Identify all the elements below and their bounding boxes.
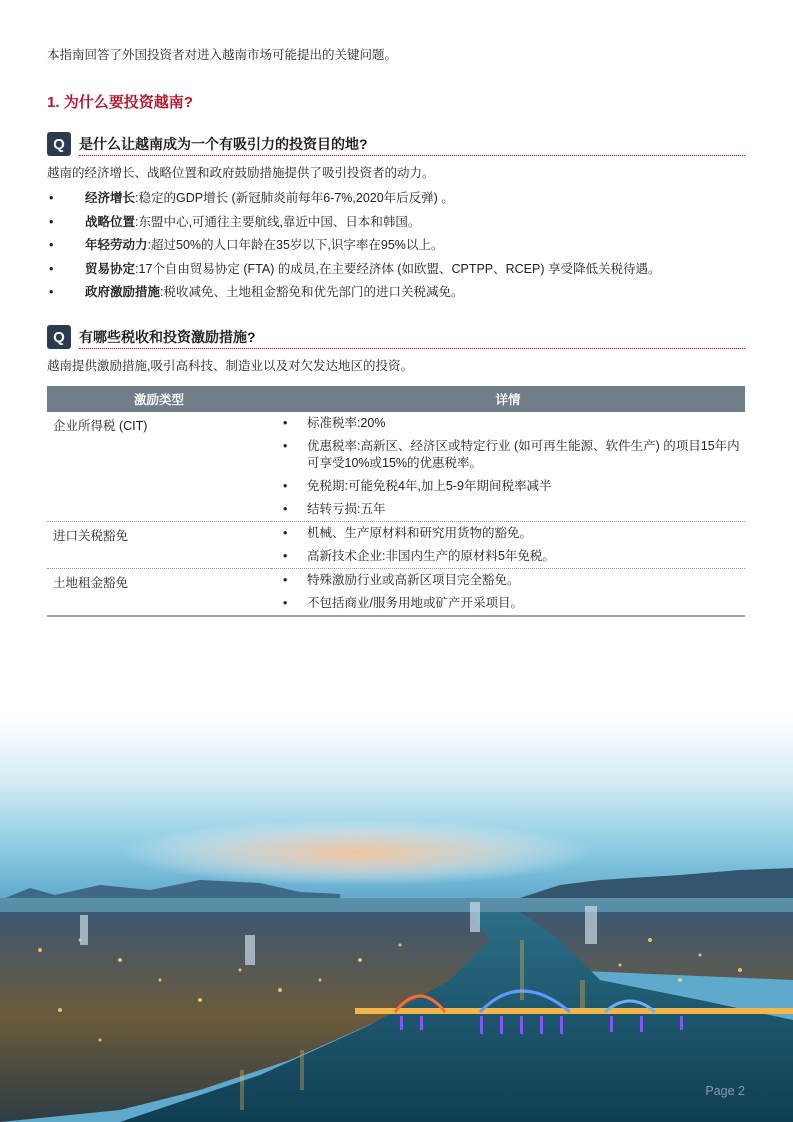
question-block-incentives bbox=[47, 325, 745, 617]
detail-item: • 机械、生产原材料和研究用货物的豁免。 bbox=[271, 522, 745, 545]
dotted-divider bbox=[79, 155, 745, 156]
question-header bbox=[47, 132, 745, 156]
intro-text: 本指南回答了外国投资者对进入越南市场可能提出的关键问题。 bbox=[47, 48, 398, 62]
detail-item: • 结转亏损:五年 bbox=[271, 498, 745, 521]
table-row bbox=[47, 412, 745, 522]
item-text: :东盟中心,可通往主要航线,靠近中国、日本和韩国。 bbox=[135, 214, 421, 229]
table-row bbox=[47, 569, 745, 617]
detail-item: • 不包括商业/服务用地或矿产开采项目。 bbox=[271, 592, 745, 615]
list-item bbox=[47, 189, 745, 213]
incentive-details bbox=[271, 569, 745, 617]
detail-item: • 高新技术企业:非国内生产的原材料5年免税。 bbox=[271, 545, 745, 568]
question-description: 越南提供激励措施,吸引高科技、制造业以及对欠发达地区的投资。 bbox=[47, 359, 413, 373]
item-text: :稳定的GDP增长 (新冠肺炎前每年6-7%,2020年后反弹) 。 bbox=[135, 191, 454, 205]
section-title: 为什么要投资越南? bbox=[63, 94, 193, 111]
item-text: :17个自由贸易协定 (FTA) 的成员,在主要经济体 (如欧盟、CPTPP、RCEP) 享受降低关税待遇。 bbox=[135, 261, 661, 276]
q-badge-icon: Q bbox=[47, 325, 71, 349]
section-number: 1. bbox=[47, 94, 60, 111]
item-label: 经济增长 bbox=[85, 191, 136, 205]
item-label: 年轻劳动力 bbox=[85, 238, 148, 252]
incentive-type: 进口关税豁免 bbox=[47, 522, 271, 569]
column-header-details: 详情 bbox=[271, 386, 745, 412]
item-label: 贸易协定 bbox=[85, 261, 136, 276]
question-header bbox=[47, 325, 745, 349]
question-description: 越南的经济增长、战略位置和政府鼓励措施提供了吸引投资者的动力。 bbox=[47, 166, 435, 180]
city-skyline-photo bbox=[0, 680, 793, 1122]
section-heading bbox=[47, 91, 193, 112]
detail-item: • 标准税率:20% bbox=[271, 412, 745, 435]
question-title: 是什么让越南成为一个有吸引力的投资目的地? bbox=[79, 136, 368, 152]
incentive-type: 土地租金豁免 bbox=[47, 569, 271, 617]
list-item bbox=[47, 283, 745, 307]
dotted-divider bbox=[79, 348, 745, 349]
item-text: :税收减免、土地租金豁免和优先部门的进口关税减免。 bbox=[160, 285, 464, 299]
item-text: :超过50%的人口年龄在35岁以下,识字率在95%以上。 bbox=[147, 238, 444, 252]
list-item bbox=[47, 213, 745, 237]
incentive-type: 企业所得税 (CIT) bbox=[47, 412, 271, 522]
list-item bbox=[47, 236, 745, 260]
detail-item: • 优惠税率:高新区、经济区或特定行业 (如可再生能源、软件生产) 的项目15年内可享受10%或15%的优惠税率。 bbox=[271, 435, 745, 475]
item-label: 战略位置 bbox=[85, 214, 136, 229]
list-item bbox=[47, 260, 745, 284]
table-row bbox=[47, 522, 745, 569]
incentive-details bbox=[271, 412, 745, 522]
incentive-details bbox=[271, 522, 745, 569]
q-badge-icon: Q bbox=[47, 132, 71, 156]
incentives-table bbox=[47, 386, 745, 617]
item-label: 政府激励措施 bbox=[85, 285, 161, 299]
table-header-row bbox=[47, 386, 745, 412]
detail-item: • 特殊激励行业或高新区项目完全豁免。 bbox=[271, 569, 745, 592]
question-title: 有哪些税收和投资激励措施? bbox=[79, 329, 256, 345]
question-block-attractiveness bbox=[47, 132, 745, 307]
column-header-type: 激励类型 bbox=[47, 386, 271, 412]
reasons-list bbox=[47, 189, 745, 307]
page-number: Page 2 bbox=[705, 1084, 745, 1098]
detail-item: • 免税期:可能免税4年,加上5-9年期间税率减半 bbox=[271, 475, 745, 498]
